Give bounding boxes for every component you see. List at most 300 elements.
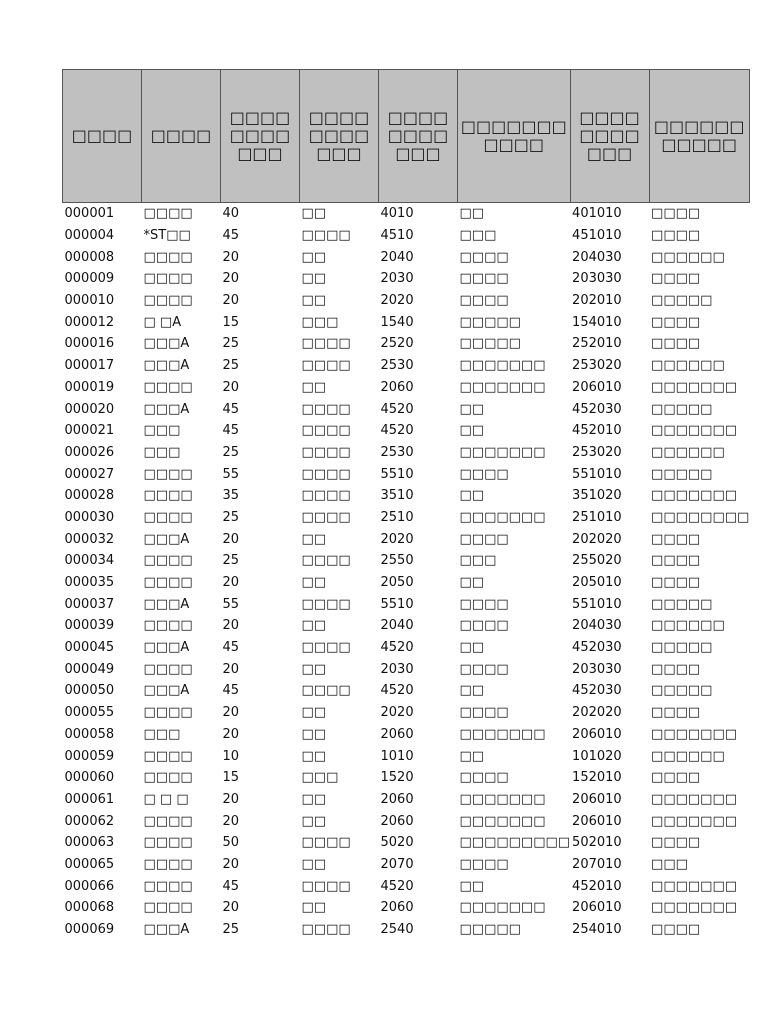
table-cell[interactable]: □□□□□ xyxy=(459,314,521,330)
table-row xyxy=(63,268,750,290)
table-cell[interactable]: □□□□ xyxy=(301,336,351,352)
table-cell[interactable]: □□□□ xyxy=(143,293,193,309)
table-cell[interactable]: 203030 xyxy=(572,271,622,287)
table-cell[interactable]: □□□□ xyxy=(301,835,351,851)
table-cell[interactable]: □□□□ xyxy=(143,271,193,287)
table-cell[interactable]: □□□□□ xyxy=(459,922,521,938)
table-cell[interactable]: 206010 xyxy=(572,813,622,829)
table-cell[interactable]: □□ xyxy=(301,661,327,677)
table-cell[interactable]: □□□A xyxy=(143,683,190,699)
table-cell[interactable]: 2530 xyxy=(380,444,414,460)
column-header-4[interactable]: □□□□□□□□□□□ xyxy=(300,70,379,203)
table-cell[interactable]: □□□□ xyxy=(459,249,509,265)
table-cell[interactable]: □□□□ xyxy=(143,575,193,591)
table-row xyxy=(63,810,750,832)
table-row xyxy=(63,485,750,507)
table-cell[interactable]: 20 xyxy=(222,705,240,721)
table-cell[interactable]: 452030 xyxy=(572,640,622,656)
table-cell[interactable]: □□□□ xyxy=(459,466,509,482)
table-cell[interactable]: 20 xyxy=(222,618,240,634)
table-cell[interactable]: 000068 xyxy=(64,900,115,916)
table-cell[interactable]: □□□□□ xyxy=(651,596,713,612)
table-cell[interactable]: □□□□ xyxy=(301,444,351,460)
table-cell[interactable]: 45 xyxy=(222,640,240,656)
table-cell[interactable]: □□□A xyxy=(143,531,190,547)
table-row xyxy=(63,767,750,789)
table-row xyxy=(63,333,750,355)
table-cell[interactable]: 45 xyxy=(222,683,240,699)
table-cell[interactable]: □□ xyxy=(301,705,327,721)
table-cell[interactable]: □□□□ xyxy=(143,705,193,721)
table-cell[interactable]: 205010 xyxy=(572,575,622,591)
table-cell[interactable]: □□□ xyxy=(651,856,688,872)
table-cell[interactable]: 202020 xyxy=(572,531,622,547)
table-cell[interactable]: □□□□□ xyxy=(651,401,713,417)
table-cell[interactable]: 2020 xyxy=(380,293,414,309)
table-row xyxy=(63,832,750,854)
table-cell[interactable]: □□□□□□□ xyxy=(459,444,546,460)
table-cell[interactable]: □□□□□□□ xyxy=(651,900,738,916)
table-cell[interactable]: 452030 xyxy=(572,401,622,417)
table-cell[interactable]: 000035 xyxy=(64,575,115,591)
table-cell[interactable]: 000066 xyxy=(64,878,115,894)
table-cell[interactable]: □□□□□ xyxy=(651,640,713,656)
table-row xyxy=(63,398,750,420)
table-row xyxy=(63,420,750,442)
table-cell[interactable]: □□□□ xyxy=(143,748,193,764)
table-cell[interactable]: □□ xyxy=(301,249,327,265)
table-cell[interactable]: □□□□ xyxy=(651,314,701,330)
table-cell[interactable]: □□□□□□ xyxy=(651,444,725,460)
table-cell[interactable]: 502010 xyxy=(572,835,622,851)
table-cell[interactable]: 45 xyxy=(222,401,240,417)
table-cell[interactable]: □□□□ xyxy=(143,878,193,894)
table-cell[interactable]: 20 xyxy=(222,791,240,807)
table-cell[interactable]: 4520 xyxy=(380,401,414,417)
table-cell[interactable]: □□□A xyxy=(143,596,190,612)
table-cell[interactable]: □□□□ xyxy=(651,575,701,591)
table-cell[interactable]: □□□□□□□□ xyxy=(651,509,750,525)
table-cell[interactable]: 20 xyxy=(222,531,240,547)
table-cell[interactable]: □□ xyxy=(301,791,327,807)
table-row xyxy=(63,789,750,811)
table-row xyxy=(63,572,750,594)
table-cell[interactable]: 206010 xyxy=(572,791,622,807)
table-cell[interactable]: 20 xyxy=(222,249,240,265)
table-cell[interactable]: □□□□ xyxy=(143,509,193,525)
table-cell[interactable]: □□□□□□□□□ xyxy=(459,835,571,851)
table-cell[interactable]: 000034 xyxy=(64,553,115,569)
table-cell[interactable]: □□□□ xyxy=(301,228,351,244)
table-cell[interactable]: 2060 xyxy=(380,813,414,829)
table-cell[interactable]: 000055 xyxy=(64,705,115,721)
table-cell[interactable]: 000062 xyxy=(64,813,115,829)
table-cell[interactable]: 000012 xyxy=(64,314,115,330)
table-cell[interactable]: 55 xyxy=(222,466,240,482)
table-row xyxy=(63,724,750,746)
table-cell[interactable]: 000060 xyxy=(64,770,115,786)
table-cell[interactable]: □□ xyxy=(301,379,327,395)
table-cell[interactable]: 40 xyxy=(222,206,240,222)
table-cell[interactable]: 253020 xyxy=(572,444,622,460)
column-header-7[interactable]: □□□□□□□□□□□ xyxy=(570,70,649,203)
table-cell[interactable]: 20 xyxy=(222,271,240,287)
table-cell[interactable]: 000058 xyxy=(64,726,115,742)
table-cell[interactable]: □□□□ xyxy=(143,813,193,829)
table-cell[interactable]: 000069 xyxy=(64,922,115,938)
table-cell[interactable]: 35 xyxy=(222,488,240,504)
table-cell[interactable]: □□□□ xyxy=(651,922,701,938)
table-cell[interactable]: 15 xyxy=(222,770,240,786)
table-cell[interactable]: □□ xyxy=(459,640,485,656)
table-cell[interactable]: □□ xyxy=(301,293,327,309)
table-cell[interactable]: 4520 xyxy=(380,878,414,894)
table-row xyxy=(63,680,750,702)
table-row xyxy=(63,311,750,333)
table-cell[interactable]: □□□□ xyxy=(459,705,509,721)
table-cell[interactable]: 5510 xyxy=(380,596,414,612)
table-cell[interactable]: 207010 xyxy=(572,856,622,872)
table-cell[interactable]: 4010 xyxy=(380,206,414,222)
table-cell[interactable]: 20 xyxy=(222,293,240,309)
table-cell[interactable]: □□ xyxy=(459,401,485,417)
table-cell[interactable]: □□□□ xyxy=(143,206,193,222)
table-cell[interactable]: □□□A xyxy=(143,401,190,417)
table-cell[interactable]: □□ xyxy=(301,748,327,764)
table-cell[interactable]: □□□ xyxy=(301,314,339,330)
table-cell[interactable]: 154010 xyxy=(572,314,622,330)
table-cell[interactable]: □□□□ xyxy=(143,900,193,916)
table-cell[interactable]: 451010 xyxy=(572,228,622,244)
table-cell[interactable]: 2520 xyxy=(380,336,414,352)
table-cell[interactable]: □□□□ xyxy=(459,531,509,547)
table-cell[interactable]: 251010 xyxy=(572,509,622,525)
table-cell[interactable]: 000045 xyxy=(64,640,115,656)
column-header-2[interactable]: □□□□ xyxy=(142,70,221,203)
table-cell[interactable]: □□ xyxy=(301,271,327,287)
table-cell[interactable]: □□□A xyxy=(143,640,190,656)
table-cell[interactable]: □□□□ xyxy=(143,249,193,265)
table-cell[interactable]: 2040 xyxy=(380,618,414,634)
table-cell[interactable]: 000065 xyxy=(64,856,115,872)
table-cell[interactable]: 3510 xyxy=(380,488,414,504)
table-cell[interactable]: □ □ □ xyxy=(143,791,189,807)
column-header-6[interactable]: □□□□□□□□□□□ xyxy=(458,70,571,203)
table-cell[interactable]: 206010 xyxy=(572,379,622,395)
table-cell[interactable]: □□□□□ xyxy=(459,336,521,352)
column-header-8[interactable]: □□□□□□□□□□□ xyxy=(649,70,749,203)
table-cell[interactable]: 206010 xyxy=(572,726,622,742)
table-cell[interactable]: □□□ xyxy=(301,770,339,786)
table-cell[interactable]: 000004 xyxy=(64,228,115,244)
table-cell[interactable]: □□□□ xyxy=(651,661,701,677)
table-cell[interactable]: □□ xyxy=(459,878,485,894)
table-cell[interactable]: □□□□ xyxy=(651,835,701,851)
table-cell[interactable]: 25 xyxy=(222,358,240,374)
table-cell[interactable]: 000016 xyxy=(64,336,115,352)
table-cell[interactable]: □□□□ xyxy=(301,596,351,612)
table-cell[interactable]: 551010 xyxy=(572,596,622,612)
table-cell[interactable]: □□□□ xyxy=(143,835,193,851)
table-row xyxy=(63,507,750,529)
table-cell[interactable]: 152010 xyxy=(572,770,622,786)
table-cell[interactable]: □□□□ xyxy=(459,271,509,287)
table-cell[interactable]: □□□□ xyxy=(143,466,193,482)
table-cell[interactable]: 202010 xyxy=(572,293,622,309)
column-header-5[interactable]: □□□□□□□□□□□ xyxy=(379,70,458,203)
table-cell[interactable]: 25 xyxy=(222,922,240,938)
table-cell[interactable]: 2030 xyxy=(380,661,414,677)
table-cell[interactable]: 000037 xyxy=(64,596,115,612)
table-cell[interactable]: □□□□□□□ xyxy=(459,509,546,525)
table-cell[interactable]: 000010 xyxy=(64,293,115,309)
table-cell[interactable]: 4520 xyxy=(380,683,414,699)
table-cell[interactable]: □□ xyxy=(459,423,485,439)
table-cell[interactable]: □□□□ xyxy=(459,661,509,677)
table-cell[interactable]: □□□□ xyxy=(301,466,351,482)
table-cell[interactable]: □□ xyxy=(301,575,327,591)
table-cell[interactable]: 20 xyxy=(222,726,240,742)
table-cell[interactable]: 253020 xyxy=(572,358,622,374)
header-row xyxy=(63,70,750,203)
table-cell[interactable]: □□□□ xyxy=(651,228,701,244)
table-cell[interactable]: □□ xyxy=(459,575,485,591)
table-cell[interactable]: 000027 xyxy=(64,466,115,482)
table-cell[interactable]: □□□□ xyxy=(651,206,701,222)
table-cell[interactable]: 2060 xyxy=(380,379,414,395)
table-cell[interactable]: □□□□ xyxy=(301,922,351,938)
table-cell[interactable]: 000021 xyxy=(64,423,115,439)
table-cell[interactable]: □□ xyxy=(301,856,327,872)
table-cell[interactable]: 000026 xyxy=(64,444,115,460)
table-cell[interactable]: □□□□□□□ xyxy=(651,878,738,894)
table-cell[interactable]: □□□□ xyxy=(459,293,509,309)
table-cell[interactable]: □□□ xyxy=(459,228,497,244)
table-cell[interactable]: 000030 xyxy=(64,509,115,525)
table-cell[interactable]: □□□□ xyxy=(651,531,701,547)
table-cell[interactable]: 2040 xyxy=(380,249,414,265)
table-cell[interactable]: □□□□ xyxy=(651,271,701,287)
table-cell[interactable]: 000039 xyxy=(64,618,115,634)
table-cell[interactable]: 000001 xyxy=(64,206,115,222)
table-cell[interactable]: □□□□ xyxy=(301,683,351,699)
table-row xyxy=(63,745,750,767)
table-cell[interactable]: □□□□ xyxy=(459,596,509,612)
table-cell[interactable]: 2020 xyxy=(380,531,414,547)
table-cell[interactable]: 452030 xyxy=(572,683,622,699)
table-cell[interactable]: 1010 xyxy=(380,748,414,764)
table-cell[interactable]: 2070 xyxy=(380,856,414,872)
table-cell[interactable]: □□□□ xyxy=(301,488,351,504)
table-cell[interactable]: 55 xyxy=(222,596,240,612)
table-cell[interactable]: □□□□□□□ xyxy=(459,900,546,916)
table-cell[interactable]: □ □A xyxy=(143,314,182,330)
table-cell[interactable]: □□□□□□□ xyxy=(459,726,546,742)
table-cell[interactable]: 351020 xyxy=(572,488,622,504)
table-cell[interactable]: □□□□ xyxy=(143,856,193,872)
table-cell[interactable]: □□□□□□□ xyxy=(459,379,546,395)
column-header-1[interactable]: □□□□ xyxy=(63,70,142,203)
table-cell[interactable]: □□□□ xyxy=(651,705,701,721)
table-cell[interactable]: □□ xyxy=(301,813,327,829)
table-cell[interactable]: 000049 xyxy=(64,661,115,677)
table-cell[interactable]: □□□□□□ xyxy=(651,358,725,374)
table-cell[interactable]: 2530 xyxy=(380,358,414,374)
table-cell[interactable]: 254010 xyxy=(572,922,622,938)
table-cell[interactable]: □□□□ xyxy=(301,509,351,525)
table-cell[interactable]: □□□□□□□ xyxy=(459,358,546,374)
table-cell[interactable]: □□ xyxy=(459,488,485,504)
table-cell[interactable]: □□ xyxy=(459,206,485,222)
table-cell[interactable]: 5020 xyxy=(380,835,414,851)
table-cell[interactable]: 20 xyxy=(222,379,240,395)
table-cell[interactable]: 1520 xyxy=(380,770,414,786)
table-cell[interactable]: □□□□ xyxy=(459,856,509,872)
table-cell[interactable]: □□□□ xyxy=(651,553,701,569)
table-cell[interactable]: 45 xyxy=(222,878,240,894)
table-cell[interactable]: □□□□□ xyxy=(651,683,713,699)
table-cell[interactable]: 000019 xyxy=(64,379,115,395)
table-cell[interactable]: □□□ xyxy=(143,726,181,742)
table-cell[interactable]: 000008 xyxy=(64,249,115,265)
table-cell[interactable]: □□□□ xyxy=(459,770,509,786)
table-cell[interactable]: 1540 xyxy=(380,314,414,330)
table-cell[interactable]: 000017 xyxy=(64,358,115,374)
table-cell[interactable]: 452010 xyxy=(572,878,622,894)
table-cell[interactable]: 204030 xyxy=(572,249,622,265)
table-cell[interactable]: □□□□□□□ xyxy=(651,726,738,742)
table-cell[interactable]: 2060 xyxy=(380,900,414,916)
table-cell[interactable]: □□ xyxy=(459,683,485,699)
table-cell[interactable]: 000061 xyxy=(64,791,115,807)
table-cell[interactable]: 203030 xyxy=(572,661,622,677)
table-cell[interactable]: □□□□ xyxy=(301,553,351,569)
table-cell[interactable]: □□□□ xyxy=(143,770,193,786)
table-cell[interactable]: □□□ xyxy=(143,444,181,460)
table-cell[interactable]: 452010 xyxy=(572,423,622,439)
table-cell[interactable]: □□ xyxy=(301,618,327,634)
table-cell[interactable]: □□□□□□ xyxy=(651,748,725,764)
table-cell[interactable]: 401010 xyxy=(572,206,622,222)
table-cell[interactable]: □□□□□□□ xyxy=(459,791,546,807)
table-cell[interactable]: 000063 xyxy=(64,835,115,851)
table-cell[interactable]: □□ xyxy=(301,531,327,547)
table-cell[interactable]: 101020 xyxy=(572,748,622,764)
table-cell[interactable]: 20 xyxy=(222,900,240,916)
table-cell[interactable]: □□□□ xyxy=(301,401,351,417)
table-cell[interactable]: □□ xyxy=(301,726,327,742)
table-cell[interactable]: □□□□□ xyxy=(651,293,713,309)
table-cell[interactable]: □□□□ xyxy=(651,770,701,786)
table-cell[interactable]: 255020 xyxy=(572,553,622,569)
table-cell[interactable]: 551010 xyxy=(572,466,622,482)
table-cell[interactable]: □□□□ xyxy=(143,553,193,569)
table-cell[interactable]: □□□ xyxy=(459,553,497,569)
table-cell[interactable]: 50 xyxy=(222,835,240,851)
table-cell[interactable]: 45 xyxy=(222,423,240,439)
table-cell[interactable]: □□□□□ xyxy=(651,466,713,482)
table-cell[interactable]: 20 xyxy=(222,813,240,829)
table-cell[interactable]: □□□ xyxy=(143,423,181,439)
table-cell[interactable]: 20 xyxy=(222,575,240,591)
table-cell[interactable]: □□□□□□□ xyxy=(651,791,738,807)
table-cell[interactable]: 204030 xyxy=(572,618,622,634)
table-cell[interactable]: □□ xyxy=(301,206,327,222)
table-cell[interactable]: □□□□ xyxy=(459,618,509,634)
table-cell[interactable]: 10 xyxy=(222,748,240,764)
table-cell[interactable]: 15 xyxy=(222,314,240,330)
table-cell[interactable]: □□□□□□□ xyxy=(651,423,738,439)
table-cell[interactable]: 4520 xyxy=(380,423,414,439)
table-cell[interactable]: 000020 xyxy=(64,401,115,417)
table-cell[interactable]: □□□□ xyxy=(301,358,351,374)
table-cell[interactable]: □□□□□□ xyxy=(651,618,725,634)
table-cell[interactable]: 4510 xyxy=(380,228,414,244)
table-cell[interactable]: □□□A xyxy=(143,358,190,374)
table-cell[interactable]: 2030 xyxy=(380,271,414,287)
table-cell[interactable]: 2050 xyxy=(380,575,414,591)
table-cell[interactable]: *ST□□ xyxy=(143,228,191,244)
table-cell[interactable]: □□□□ xyxy=(143,661,193,677)
table-cell[interactable]: □□□□ xyxy=(651,336,701,352)
table-cell[interactable]: □□□□□□ xyxy=(651,249,725,265)
table-cell[interactable]: □□□□ xyxy=(301,423,351,439)
table-row xyxy=(63,702,750,724)
table-cell[interactable]: 25 xyxy=(222,336,240,352)
table-cell[interactable]: 20 xyxy=(222,856,240,872)
table-cell[interactable]: 202020 xyxy=(572,705,622,721)
table-row xyxy=(63,919,750,941)
table-cell[interactable]: 000059 xyxy=(64,748,115,764)
table-cell[interactable]: 2060 xyxy=(380,726,414,742)
table-cell[interactable]: 000028 xyxy=(64,488,115,504)
table-cell[interactable]: □□□□□□□ xyxy=(459,813,546,829)
table-cell[interactable]: □□□□ xyxy=(143,379,193,395)
stock-industry-table xyxy=(62,69,750,940)
table-cell[interactable]: 20 xyxy=(222,661,240,677)
table-cell[interactable]: 2510 xyxy=(380,509,414,525)
table-cell[interactable]: 252010 xyxy=(572,336,622,352)
table-cell[interactable]: 000009 xyxy=(64,271,115,287)
table-cell[interactable]: 000032 xyxy=(64,531,115,547)
table-cell[interactable]: 45 xyxy=(222,228,240,244)
table-cell[interactable]: 25 xyxy=(222,509,240,525)
table-cell[interactable]: 2550 xyxy=(380,553,414,569)
table-cell[interactable]: □□□□ xyxy=(143,618,193,634)
table-cell[interactable]: □□□□□□□ xyxy=(651,379,738,395)
table-cell[interactable]: □□□□□□□ xyxy=(651,813,738,829)
table-cell[interactable]: □□□□□□□ xyxy=(651,488,738,504)
column-header-3[interactable]: □□□□□□□□□□□ xyxy=(221,70,300,203)
table-cell[interactable]: □□ xyxy=(459,748,485,764)
table-cell[interactable]: □□□A xyxy=(143,922,190,938)
table-cell[interactable]: 206010 xyxy=(572,900,622,916)
table-cell[interactable]: □□□□ xyxy=(301,640,351,656)
table-cell[interactable]: 25 xyxy=(222,444,240,460)
table-cell[interactable]: □□□A xyxy=(143,336,190,352)
table-cell[interactable]: 000050 xyxy=(64,683,115,699)
table-cell[interactable]: □□□□ xyxy=(143,488,193,504)
table-cell[interactable]: 4520 xyxy=(380,640,414,656)
table-cell[interactable]: 2060 xyxy=(380,791,414,807)
table-cell[interactable]: 2540 xyxy=(380,922,414,938)
table-cell[interactable]: □□□□ xyxy=(301,878,351,894)
table-cell[interactable]: 5510 xyxy=(380,466,414,482)
table-cell[interactable]: 2020 xyxy=(380,705,414,721)
table-row xyxy=(63,225,750,247)
table-cell[interactable]: □□ xyxy=(301,900,327,916)
table-cell[interactable]: 25 xyxy=(222,553,240,569)
